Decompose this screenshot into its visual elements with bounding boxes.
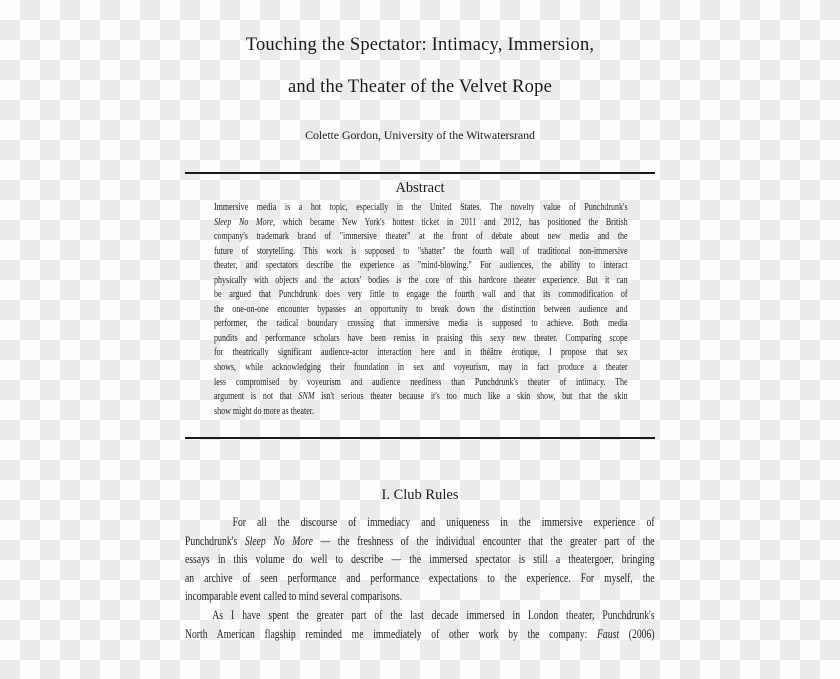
text-segment: show might do more as theater. — [214, 405, 314, 417]
body-text-line — [185, 550, 655, 569]
body-text-line — [185, 569, 655, 588]
body-text-line — [185, 625, 655, 644]
paper-title-line-2: and the Theater of the Velvet Rope — [287, 77, 552, 97]
body-paragraph — [185, 513, 655, 606]
text-segment: physically with objects and the actors' bodies is the core of this hardcore theater experience. But it can — [214, 274, 628, 286]
abstract-heading: Abstract — [395, 180, 445, 196]
author-affiliation: Colette Gordon, University of the Witwatersrand — [305, 128, 535, 142]
text-segment: (2006) — [619, 626, 655, 641]
abstract-line — [214, 361, 628, 376]
abstract-line — [214, 259, 628, 274]
text-segment: Punchdrunk's — [185, 533, 245, 548]
abstract-line — [214, 317, 628, 332]
text-segment: — the freshness of the individual encounter that the greater part of the — [312, 533, 655, 548]
text-segment: North American flagship reminded me immediately of other work by the company: — [185, 626, 598, 641]
abstract-line — [214, 288, 628, 303]
body-text-line — [185, 513, 655, 532]
text-segment: future of storytelling. This work is supposed to "shatter" the fourth wall of traditional non-immersive — [214, 245, 628, 257]
abstract-line — [214, 376, 628, 391]
paper-title-line-1: Touching the Spectator: Intimacy, Immersion, — [245, 35, 595, 55]
abstract-line — [214, 216, 628, 231]
body-text-line — [185, 532, 655, 551]
body-text-line — [185, 606, 655, 625]
text-segment: argument is not that — [214, 391, 299, 403]
text-segment: Immersive media is a hot topic, especially in the United States. The novelty value of Punchdrunk's — [214, 202, 628, 213]
abstract-line — [214, 303, 628, 318]
italic-text: SNM — [298, 391, 315, 403]
text-segment: isn't serious theater because it's too much like a skin show, but that the skin — [314, 391, 628, 403]
text-segment: the one-on-one encounter bypasses an opportunity to break down the distinction between audience and — [214, 303, 628, 315]
text-segment: company's trademark brand of "immersive theater" at the front of debate about new media and the — [214, 231, 628, 243]
body-text-line — [185, 587, 655, 606]
abstract-paragraph — [214, 201, 628, 419]
abstract-line — [214, 230, 628, 245]
abstract-line — [214, 274, 628, 289]
abstract-rule-bottom — [185, 437, 655, 439]
abstract-line — [214, 201, 628, 216]
body-paragraph — [185, 606, 655, 643]
abstract-line — [214, 346, 628, 361]
italic-text: Sleep No More — [214, 216, 274, 228]
text-segment: As I have spent the greater part of the last decade immersed in London theater, Punchdrunk's — [212, 607, 655, 622]
section-heading: I. Club Rules — [381, 487, 459, 503]
abstract-line — [214, 332, 628, 347]
section-body — [185, 513, 655, 643]
abstract-line — [214, 405, 628, 420]
abstract-line — [214, 245, 628, 260]
text-segment: , which became New York's hottest ticket in 2011 and 2012, has positioned the British — [273, 216, 628, 228]
document-page — [185, 0, 655, 679]
italic-text: Faust — [597, 626, 620, 641]
text-segment: less compromised by voyeurism and audience neediness than Punchdrunk's theater of intimacy. The — [214, 376, 628, 388]
text-segment: incomparable event called to mind several comparisons. — [185, 589, 403, 604]
text-segment: For all the discourse of immediacy and uniqueness in the immersive experience of — [232, 515, 655, 529]
text-segment: for theatrically significant audience-actor interaction here and in théâtre érotique, I propose that sex — [214, 347, 628, 359]
text-segment: shows, while acknowledging their foundation in sex and voyeurism, may in fact produce a theater — [214, 362, 628, 374]
abstract-rule-top — [185, 172, 655, 174]
text-segment: pundits and performance scholars have been remiss in praising this sexy new theater. Comparing scope — [214, 332, 628, 344]
text-segment: be argued that Punchdrunk does very little to engage the fourth wall and that its commodification of — [214, 289, 628, 301]
text-segment: theater, and spectators describe the experience as "mind-blowing." For audiences, the ability to interact — [214, 260, 628, 272]
text-segment: an archive of seen performance and performance expectations to the experience. For myself, the — [185, 570, 655, 585]
text-segment: performer, the radical boundary crossing that immersive media is supposed to achieve. Both media — [214, 318, 628, 330]
text-segment: essays in this volume do well to describe — the immersed spectator is still a theatergoer, bringing — [185, 552, 655, 567]
abstract-line — [214, 390, 628, 405]
italic-text: Sleep No More — [244, 533, 313, 548]
